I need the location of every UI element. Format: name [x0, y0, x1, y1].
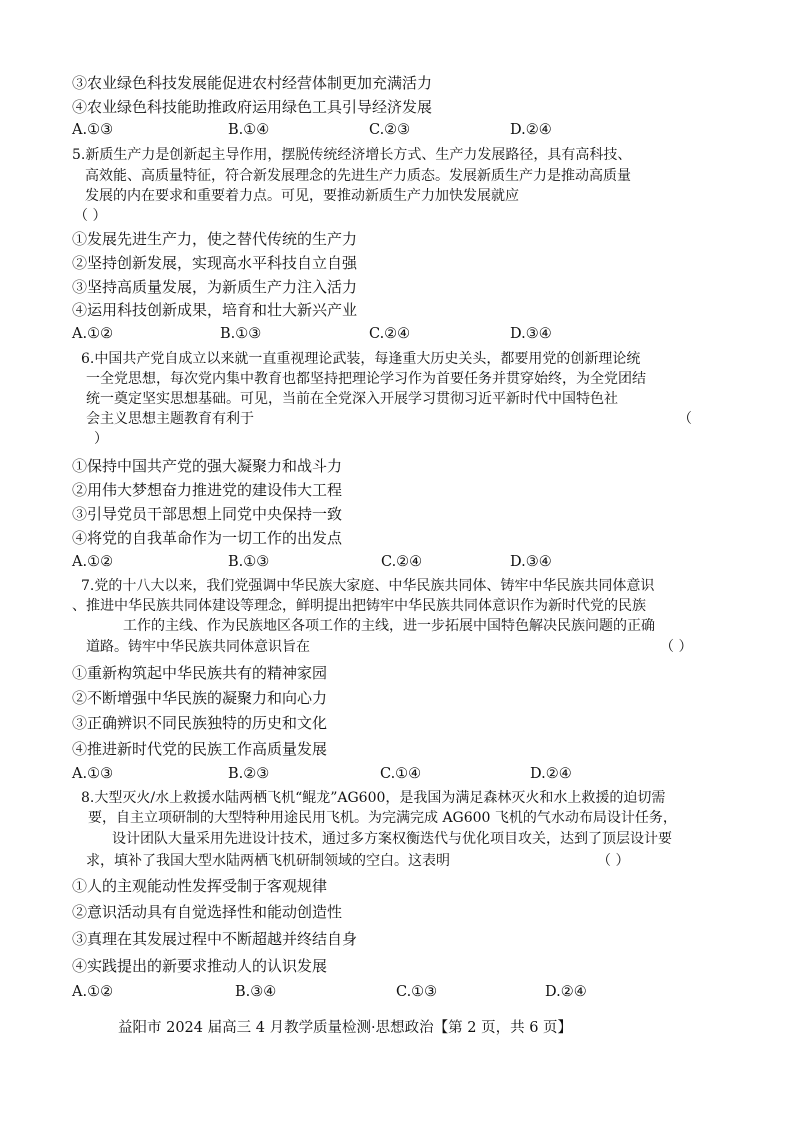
q7-choice-a: A.①③	[72, 766, 114, 782]
q6-option-3: ③引导党员干部思想上同党中央保持一致	[72, 505, 343, 523]
q7-option-4: ④推进新时代党的民族工作高质量发展	[72, 740, 328, 758]
q8-choice-a: A.①②	[72, 984, 114, 1000]
q8-stem-line-4: 求，填补了我国大型水陆两栖飞机研制领域的空白。这表明	[86, 853, 450, 869]
q7-option-2: ②不断增强中华民族的凝聚力和向心力	[72, 689, 328, 707]
q8-choice-b: B.③④	[235, 984, 277, 1000]
q7-choice-b: B.②③	[228, 766, 270, 782]
q7-stem-line-2: 、推进中华民族共同体建设等理念，鲜明提出把铸牢中华民族共同体意识作为新时代党的民族	[72, 598, 646, 614]
q8-stem-line-3: 设计团队大量采用先进设计技术，通过多方案权衡迭代与优化项目攻关，达到了顶层设计要	[112, 831, 672, 847]
q5-choice-d: D.③④	[510, 326, 552, 342]
q5-option-1: ①发展先进生产力，使之替代传统的生产力	[72, 230, 358, 248]
q5-option-2: ②坚持创新发展，实现高水平科技自立自强	[72, 254, 358, 272]
q8-stem-line-1: 8.大型灭火/水上救援水陆两栖飞机“鲲龙”AG600，是我国为满足森林灭火和水上救援的迫切需	[81, 790, 666, 806]
q8-option-2: ②意识活动具有自觉选择性和能动创造性	[72, 903, 343, 921]
q4-choice-d: D.②④	[510, 122, 552, 138]
q7-stem-line-1: 7.党的十八大以来，我们党强调中华民族大家庭、中华民族共同体、铸牢中华民族共同体意识	[81, 578, 655, 594]
q6-stem-line-1: 6.中国共产党自成立以来就一直重视理论武装，每逢重大历史关头，都要用党的创新理论统	[81, 351, 641, 367]
q6-answer-bracket-open: （	[678, 411, 692, 427]
q5-choice-b: B.①③	[220, 326, 262, 342]
q8-option-1: ①人的主观能动性发挥受制于客观规律	[72, 877, 328, 895]
q8-option-3: ③真理在其发展过程中不断超越并终结自身	[72, 930, 358, 948]
q5-choice-c: C.②④	[369, 326, 411, 342]
q7-answer-bracket: （ ）	[660, 639, 693, 655]
q6-stem-line-2: 一全党思想，每次党内集中教育也都坚持把理论学习作为首要任务并贯穿始终，为全党团结	[86, 371, 646, 387]
q6-option-1: ①保持中国共产党的强大凝聚力和战斗力	[72, 457, 343, 475]
q7-stem-line-4: 道路。铸牢中华民族共同体意识旨在	[86, 639, 310, 655]
q5-stem-line-3: 发展的内在要求和重要着力点。可见，要推动新质生产力加快发展就应	[85, 188, 519, 204]
q5-choice-a: A.①②	[72, 326, 114, 342]
q6-answer-bracket-close: ）	[94, 431, 108, 447]
q4-choice-b: B.①④	[228, 122, 270, 138]
q7-option-3: ③正确辨识不同民族独特的历史和文化	[72, 714, 328, 732]
q6-choice-d: D.③④	[510, 554, 552, 570]
q6-option-4: ④将党的自我革命作为一切工作的出发点	[72, 529, 343, 547]
q6-choice-a: A.①②	[72, 554, 114, 570]
q5-option-3: ③坚持高质量发展，为新质生产力注入活力	[72, 278, 358, 296]
q7-choice-d: D.②④	[530, 766, 572, 782]
q8-option-4: ④实践提出的新要求推动人的认识发展	[72, 957, 328, 975]
q8-answer-bracket: （ ）	[597, 853, 630, 869]
q4-option-3: ③农业绿色科技发展能促进农村经营体制更加充满活力	[72, 74, 433, 92]
q6-choice-b: B.①③	[228, 554, 270, 570]
q6-stem-line-4: 会主义思想主题教育有利于	[86, 411, 254, 427]
q6-stem-line-3: 统一奠定坚实思想基础。可见，当前在全党深入开展学习贯彻习近平新时代中国特色社	[86, 391, 618, 407]
q8-choice-d: D.②④	[545, 984, 587, 1000]
q7-choice-c: C.①④	[380, 766, 422, 782]
q6-option-2: ②用伟大梦想奋力推进党的建设伟大工程	[72, 481, 343, 499]
q5-stem-line-1: 5.新质生产力是创新起主导作用，摆脱传统经济增长方式、生产力发展路径，具有高科技、	[72, 147, 632, 163]
q5-answer-bracket: （ ）	[74, 208, 107, 224]
q5-stem-line-2: 高效能、高质量特征，符合新发展理念的先进生产力质态。发展新质生产力是推动高质量	[85, 168, 631, 184]
q4-choice-c: C.②③	[369, 122, 411, 138]
q6-choice-c: C.②④	[381, 554, 423, 570]
q7-stem-line-3: 工作的主线、作为民族地区各项工作的主线，进一步拓展中国特色解决民族问题的正确	[123, 618, 655, 634]
q8-choice-c: C.①③	[396, 984, 438, 1000]
q7-option-1: ①重新构筑起中华民族共有的精神家园	[72, 664, 328, 682]
q5-option-4: ④运用科技创新成果，培育和壮大新兴产业	[72, 301, 358, 319]
page-footer: 益阳市 2024 届高三 4 月教学质量检测·思想政治【第 2 页，共 6 页】	[118, 1020, 573, 1036]
q4-choice-a: A.①③	[72, 122, 114, 138]
q8-stem-line-2: 要，自主立项研制的大型特种用途民用飞机。为完满完成 AG600 飞机的气水动布局设计任务，	[88, 810, 677, 826]
q4-option-4: ④农业绿色科技能助推政府运用绿色工具引导经济发展	[72, 98, 433, 116]
